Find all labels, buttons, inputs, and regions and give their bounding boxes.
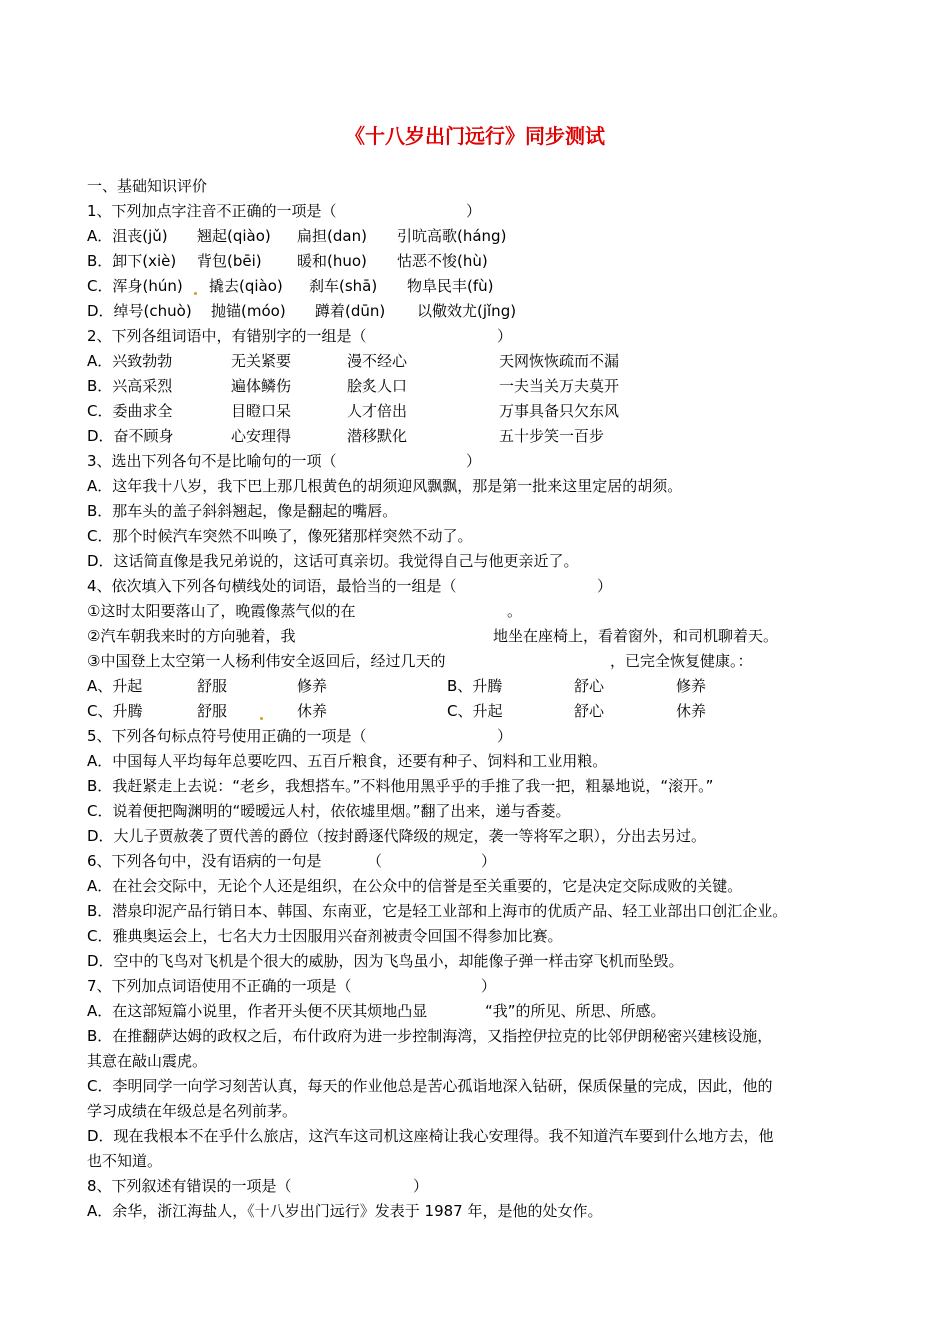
q2-a-4: 天网恢恢疏而不漏 [499,352,620,370]
q1-d-2: 抛锚(móo) [211,302,286,320]
q7-option-d-cont: 也不知道。 [87,1152,163,1170]
q1-b-3: 暖和(huo) [297,252,367,270]
q1-d-1: D．绰号(chuò) [87,302,192,320]
q5-stem-text: 5、下列各句标点符号使用正确的一项是（ [87,727,367,745]
q7-option-c-cont: 学习成绩在年级总是名列前茅。 [87,1102,298,1120]
q4-s3-text: ③中国登上太空第一人杨利伟安全返回后，经过几天的 [87,652,446,670]
q1-a-3: 扁担(dan) [297,227,367,245]
q1-c-3: 刹车(shā) [309,277,378,295]
q2-c-2: 目瞪口呆 [231,402,292,420]
q4-r1-5: 舒心 [574,677,605,695]
q4-stem-text: 4、依次填入下列各句横线处的词语，最恰当的一组是（ [87,577,457,595]
q4-r1-6: 修养 [676,677,707,695]
q2-a-3: 漫不经心 [347,352,408,370]
q6-option-c: C．雅典奥运会上，七名大力士因服用兴奋剂被责令回国不得参加比赛。 [87,927,563,945]
q1-a-4: 引吭高歌(háng) [397,227,507,245]
q8-option-a: A．余华，浙江海盐人，《十八岁出门远行》发表于 1987 年，是他的处女作。 [87,1202,603,1220]
q2-d-2: 心安理得 [231,427,292,445]
q7-option-d: D．现在我根本不在乎什么旅店，这汽车这司机这座椅让我心安理得。我不知道汽车要到什么地方去，他 [87,1127,774,1145]
q4-r2-3: 休养 [297,702,328,720]
q6-open-paren: （ [367,852,383,870]
q1-a-2: 翘起(qiào) [197,227,271,245]
q6-option-a: A．在社会交际中，无论个人还是组织，在公众中的信誉是至关重要的，它是决定交际成败的关键。 [87,877,743,895]
q2-b-3: 脍炙人口 [347,377,408,395]
q1-stem-text: 1、下列加点字注音不正确的一项是（ [87,202,337,220]
q3-stem-text: 3、选出下列各句不是比喻句的一项（ [87,452,337,470]
q4-s2-text: ②汽车朝我来时的方向驰着，我 [87,627,296,645]
q5-option-a: A．中国每人平均每年总要吃四、五百斤粮食，还要有种子、饲料和工业用粮。 [87,752,608,770]
q1-c-2: 撬去(qiào) [209,277,283,295]
q3-option-b: B．那车头的盖子斜斜翘起，像是翻起的嘴唇。 [87,502,398,520]
q2-stem-text: 2、下列各组词语中，有错别字的一组是（ [87,327,367,345]
q2-d-4: 五十步笑一百步 [499,427,605,445]
q1-c-4: 物阜民丰(fù) [407,277,494,295]
q4-s1-text: ①这时太阳要落山了，晚霞像蒸气似的在 [87,602,356,620]
q1-c-1: C．浑身(hún) [87,277,183,295]
q5-option-c: C．说着便把陶渊明的“暧暧远人村，依依墟里烟。”翻了出来，递与香菱。 [87,802,571,820]
emphasis-dot-mark [260,717,263,720]
q1-close-paren: ） [466,202,482,220]
q2-a-1: A．兴致勃勃 [87,352,173,370]
q1-b-2: 背包(bēi) [197,252,262,270]
q2-close-paren: ） [497,327,513,345]
q2-b-1: B．兴高采烈 [87,377,173,395]
q2-c-1: C．委曲求全 [87,402,173,420]
q4-r1-3: 修养 [297,677,328,695]
q4-s1-end: 。 [507,602,523,620]
q1-d-3: 蹲着(dūn) [315,302,386,320]
q3-option-a: A．这年我十八岁，我下巴上那几根黄色的胡须迎风飘飘，那是第一批来这里定居的胡须。 [87,477,683,495]
q2-b-4: 一夫当关万夫莫开 [499,377,620,395]
q1-b-4: 怙恶不悛(hù) [397,252,488,270]
q7-option-b-cont: 其意在敲山震虎。 [87,1052,208,1070]
q4-r2-4: C、升起 [447,702,503,720]
q4-s3-end: ，已完全恢复健康。： [610,652,753,670]
q4-r2-5: 舒心 [574,702,605,720]
q5-option-b: B．我赶紧走上去说：“老乡，我想搭车。”不料他用黑乎乎的手推了我一把，粗暴地说，“滚开。” [87,777,714,795]
q7-option-b: B．在推翻萨达姆的政权之后，布什政府为进一步控制海湾，又指控伊拉克的比邻伊朗秘密兴建核设施， [87,1027,773,1045]
q7-close-paren: ） [481,977,497,995]
q6-option-d: D．空中的飞鸟对飞机是个很大的威胁，因为飞鸟虽小，却能像子弹一样击穿飞机而坠毁。 [87,952,684,970]
q4-s2-end: 地坐在座椅上，看着窗外，和司机聊着天。 [493,627,779,645]
q5-close-paren: ） [497,727,513,745]
q2-b-2: 遍体鳞伤 [231,377,292,395]
q8-stem-text: 8、下列叙述有错误的一项是（ [87,1177,292,1195]
q5-option-d: D．大儿子贾赦袭了贾代善的爵位（按封爵逐代降级的规定，袭一等将军之职），分出去另过。 [87,827,707,845]
q4-r1-4: B、升腾 [447,677,503,695]
q7-stem-text: 7、下列加点词语使用不正确的一项是（ [87,977,352,995]
q1-a-1: A．沮丧(jǔ) [87,227,168,245]
page-title: 《十八岁出门远行》同步测试 [345,124,605,148]
q3-option-d: D．这话简直像是我兄弟说的，这话可真亲切。我觉得自己与他更亲近了。 [87,552,579,570]
q6-stem-text: 6、下列各句中，没有语病的一句是 [87,852,322,870]
section-heading: 一、基础知识评价 [87,177,208,195]
q4-r1-2: 舒服 [197,677,228,695]
q3-option-c: C．那个时候汽车突然不叫唤了，像死猪那样突然不动了。 [87,527,473,545]
q3-close-paren: ） [466,452,482,470]
q4-close-paren: ） [597,577,613,595]
q7-option-c: C．李明同学一向学习刻苦认真，每天的作业他总是苦心孤诣地深入钻研，保质保量的完成，因此，他的 [87,1077,773,1095]
q8-close-paren: ） [413,1177,429,1195]
q2-c-4: 万事具备只欠东风 [499,402,620,420]
q6-option-b: B．潜泉印泥产品行销日本、韩国、东南亚，它是轻工业部和上海市的优质产品、轻工业部出口创汇企业。 [87,902,788,920]
q2-c-3: 人才倍出 [347,402,408,420]
q4-r2-1: C、升腾 [87,702,143,720]
q1-b-1: B．卸下(xiè) [87,252,177,270]
q2-a-2: 无关紧要 [231,352,292,370]
emphasis-dot-mark [194,292,197,295]
q7-a-text-end: “我”的所见、所思、所感。 [485,1002,666,1020]
q4-r2-2: 舒服 [197,702,228,720]
q4-r1-1: A、升起 [87,677,143,695]
q7-a-text: A．在这部短篇小说里，作者开头便不厌其烦地凸显 [87,1002,428,1020]
q2-d-1: D．奋不顾身 [87,427,174,445]
q4-r2-6: 休养 [676,702,707,720]
q2-d-3: 潜移默化 [347,427,408,445]
q1-d-4: 以儆效尤(jǐng) [417,302,517,320]
q6-close-paren: ） [481,852,497,870]
